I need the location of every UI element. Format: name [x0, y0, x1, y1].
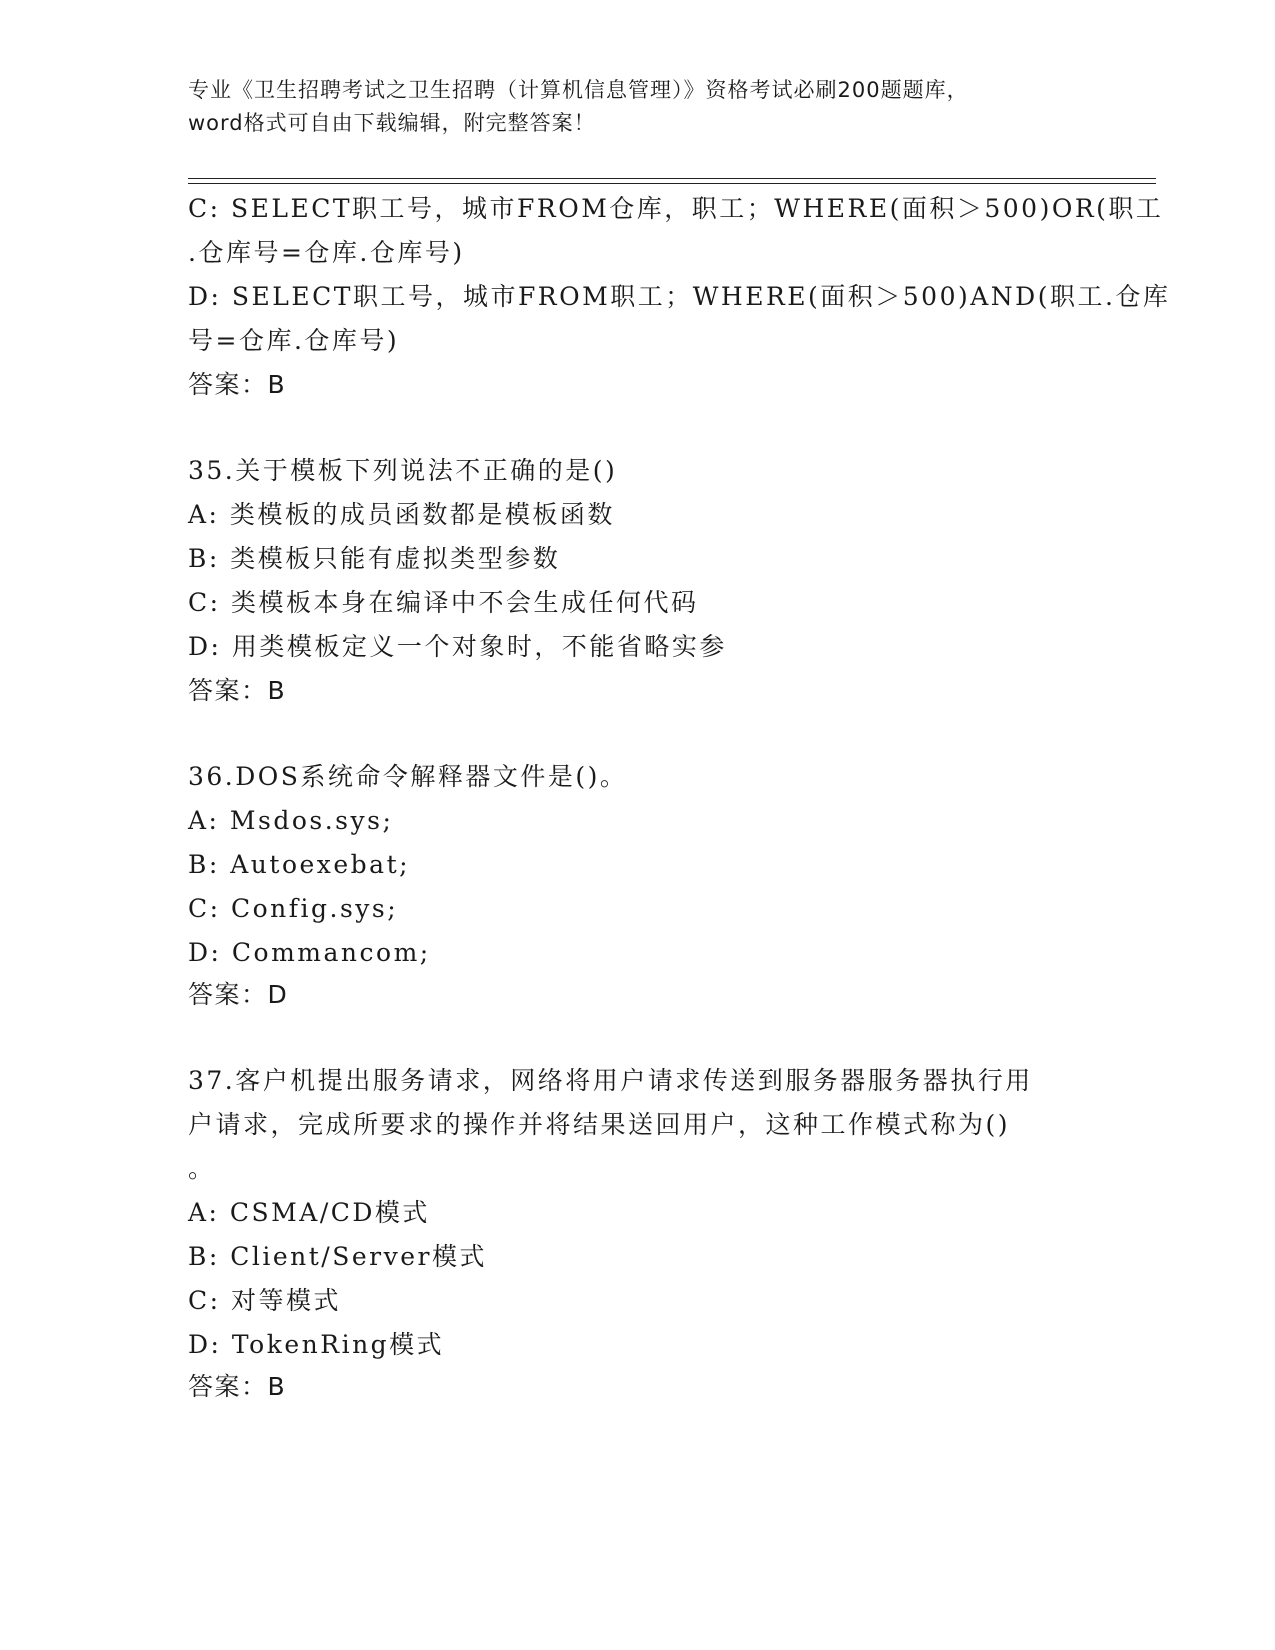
q37-option-d: D: TokenRing模式 [188, 1330, 445, 1359]
q37-question-line-2: 户请求，完成所要求的操作并将结果送回用户，这种工作模式称为() [188, 1110, 1011, 1139]
q34-option-d-line-1: D: SELECT职工号，城市FROM职工；WHERE(面积＞500)AND(职工.仓库 [188, 282, 1171, 311]
q35-question: 35.关于模板下列说法不正确的是() [188, 456, 618, 485]
q34-answer: 答案：B [188, 370, 287, 399]
q37-option-b: B: Client/Server模式 [188, 1242, 487, 1271]
q34-option-d-line-2: 号=仓库.仓库号) [188, 326, 400, 355]
q35-option-a: A: 类模板的成员函数都是模板函数 [188, 500, 615, 529]
q37-answer: 答案：B [188, 1372, 287, 1401]
q36-answer: 答案：D [188, 980, 289, 1009]
q35-answer: 答案：B [188, 676, 287, 705]
q34-option-c-line-2: .仓库号=仓库.仓库号) [188, 238, 465, 267]
q37-question-line-3: 。 [188, 1154, 216, 1183]
q36-option-c: C: Config.sys; [188, 894, 399, 923]
q37-option-a: A: CSMA/CD模式 [188, 1198, 430, 1227]
q37-question-line-1: 37.客户机提出服务请求，网络将用户请求传送到服务器服务器执行用 [188, 1066, 1033, 1095]
header-divider-top [188, 178, 1156, 179]
q36-option-b: B: Autoexebat; [188, 850, 411, 879]
q35-option-c: C: 类模板本身在编译中不会生成任何代码 [188, 588, 699, 617]
q35-option-d: D: 用类模板定义一个对象时，不能省略实参 [188, 632, 727, 661]
q36-option-a: A: Msdos.sys; [188, 806, 394, 835]
header-title-line-2: word格式可自由下载编辑，附完整答案！ [188, 111, 596, 135]
header-divider-bottom [188, 183, 1156, 184]
q36-option-d: D: Commancom; [188, 938, 431, 967]
q34-option-c-line-1: C: SELECT职工号，城市FROM仓库，职工；WHERE(面积＞500)OR(职工 [188, 194, 1164, 223]
document-header [188, 74, 1078, 140]
header-title-line-1: 专业《卫生招聘考试之卫生招聘（计算机信息管理）》资格考试必刷200题题库， [188, 78, 969, 102]
q37-option-c: C: 对等模式 [188, 1286, 341, 1315]
q36-question: 36.DOS系统命令解释器文件是()。 [188, 762, 628, 791]
q35-option-b: B: 类模板只能有虚拟类型参数 [188, 544, 561, 573]
